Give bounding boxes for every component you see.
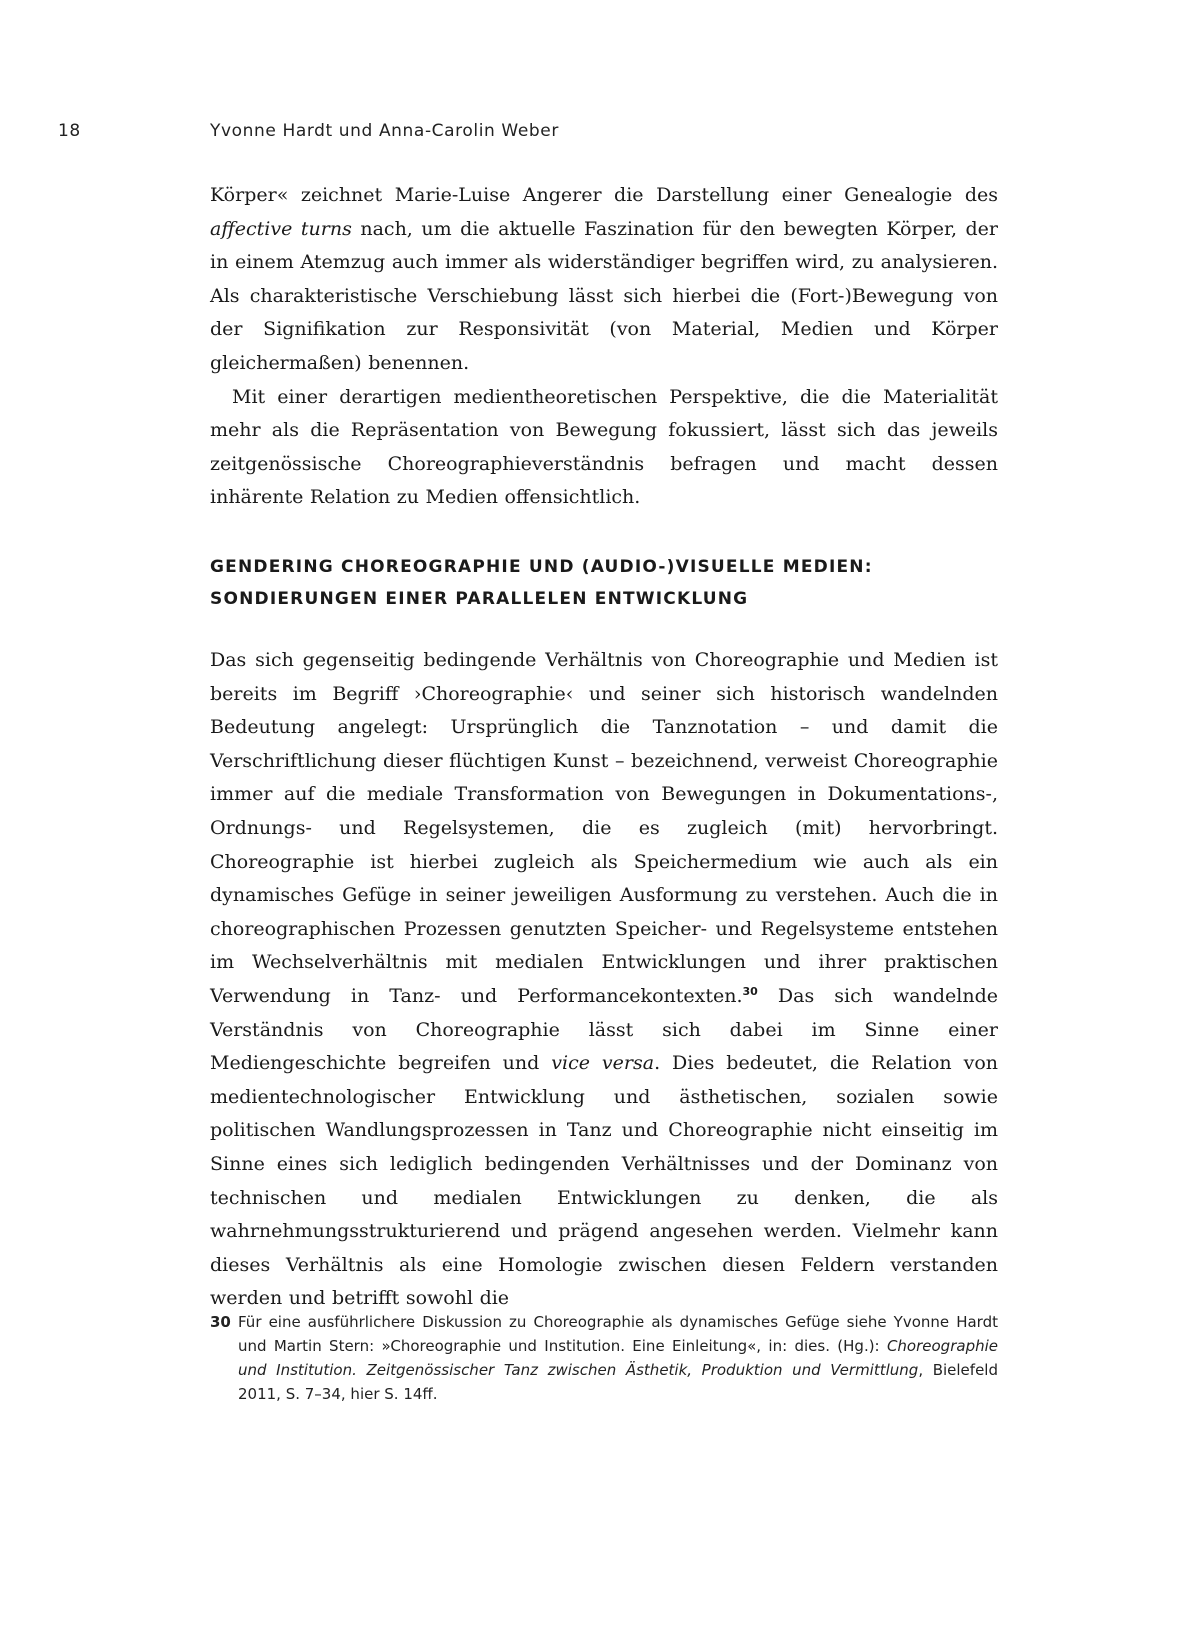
section-heading-line: SONDIERUNGEN EINER PARALLELEN ENTWICKLUNG xyxy=(210,589,749,609)
italic-title: Choreographie und Institution. Zeitgenössischer Tanz zwischen Ästhetik, Produktion und Vermittlung xyxy=(238,1337,998,1379)
text-run: Für eine ausführlichere Diskussion zu Choreographie als dynamisches Gefüge siehe Yvonne Hardt und Martin Stern: »Choreographie und Institution. Eine Einleitung«, in: dies. (Hg.): xyxy=(238,1313,998,1355)
footnote-text xyxy=(238,1310,998,1406)
footnote-paragraph xyxy=(238,1310,998,1406)
paragraph: Mit einer derartigen medientheoretischen Perspektive, die die Materialität mehr als die Repräsentation von Bewegung fokussiert, lässt sich das jeweils zeitgenössische Choreographieverständnis befragen und macht dessen inhärente Relation zu Medien offensichtlich. xyxy=(210,385,998,509)
footnote xyxy=(210,1310,998,1406)
footnote-number: 30 xyxy=(210,1313,231,1331)
paragraph xyxy=(210,644,998,1316)
text-run: , Bielefeld 2011, S. 7–34, hier S. 14ff. xyxy=(238,1361,998,1403)
text-run: Körper« zeichnet Marie-Luise Angerer die Darstellung einer Genealogie des xyxy=(210,184,998,206)
page-number: 18 xyxy=(58,121,81,141)
body-text-top xyxy=(210,179,998,515)
footnote-reference[interactable]: 30 xyxy=(742,984,758,998)
running-head xyxy=(58,121,1058,151)
italic-term: affective turns xyxy=(210,217,352,240)
section-heading xyxy=(210,551,998,615)
text-run: Das sich gegenseitig bedingende Verhältnis von Choreographie und Medien ist bereits im Begriff ›Choreographie‹ und seiner sich historisch wandelnden Bedeutung angelegt: Ursprünglich die Tanznotation – und damit die Verschriftlichung dieser flüchtigen Kunst – bezeichnend, verweist Choreographie immer auf die mediale Transformation von Bewegungen in Dokumentations-, Ordnungs- und Regelsystemen, die es zugleich (mit) hervorbringt. Choreographie ist hierbei zugleich als Speichermedium wie auch als ein dynamisches Gefüge in seiner jeweiligen Ausformung zu verstehen. Auch die in choreographischen Prozessen genutzten Speicher- und Regelsysteme entstehen im Wechselverhältnis mit medialen Entwicklungen und ihrer praktischen Verwendung in Tanz- und Performancekontexten. xyxy=(210,649,998,1007)
text-run: Das sich wandelnde Verständnis von Choreographie lässt sich dabei im Sinne einer Mediengeschichte begreifen und xyxy=(210,984,998,1075)
section-heading-line: GENDERING CHOREOGRAPHIE UND (AUDIO-)VISUELLE MEDIEN: xyxy=(210,557,873,577)
running-head-authors: Yvonne Hardt und Anna-Carolin Weber xyxy=(210,121,559,141)
paragraph-continuation xyxy=(210,179,998,381)
text-run: . Dies bedeutet, die Relation von medientechnologischer Entwicklung und ästhetischen, sozialen sowie politischen Wandlungsprozessen in Tanz und Choreographie nicht einseitig im Sinne eines sich lediglich bedingenden Verhältnisses und der Dominanz von technischen und medialen Entwicklungen zu denken, die als wahrnehmungsstrukturierend und prägend angesehen werden. Vielmehr kann dieses Verhältnis als eine Homologie zwischen diesen Feldern verstanden werden und betrifft sowohl die xyxy=(210,1052,999,1310)
text-run: nach, um die aktuelle Faszination für den bewegten Körper, der in einem Atemzug auch immer als widerständiger begriffen wird, zu analysieren. Als charakteristische Verschiebung lässt sich hierbei die (Fort-)Bewegung von der Signifikation zur Responsivität (von Material, Medien und Körper gleichermaßen) benennen. xyxy=(210,217,998,374)
italic-term: vice versa xyxy=(551,1052,655,1075)
body-text-main xyxy=(210,644,998,1316)
